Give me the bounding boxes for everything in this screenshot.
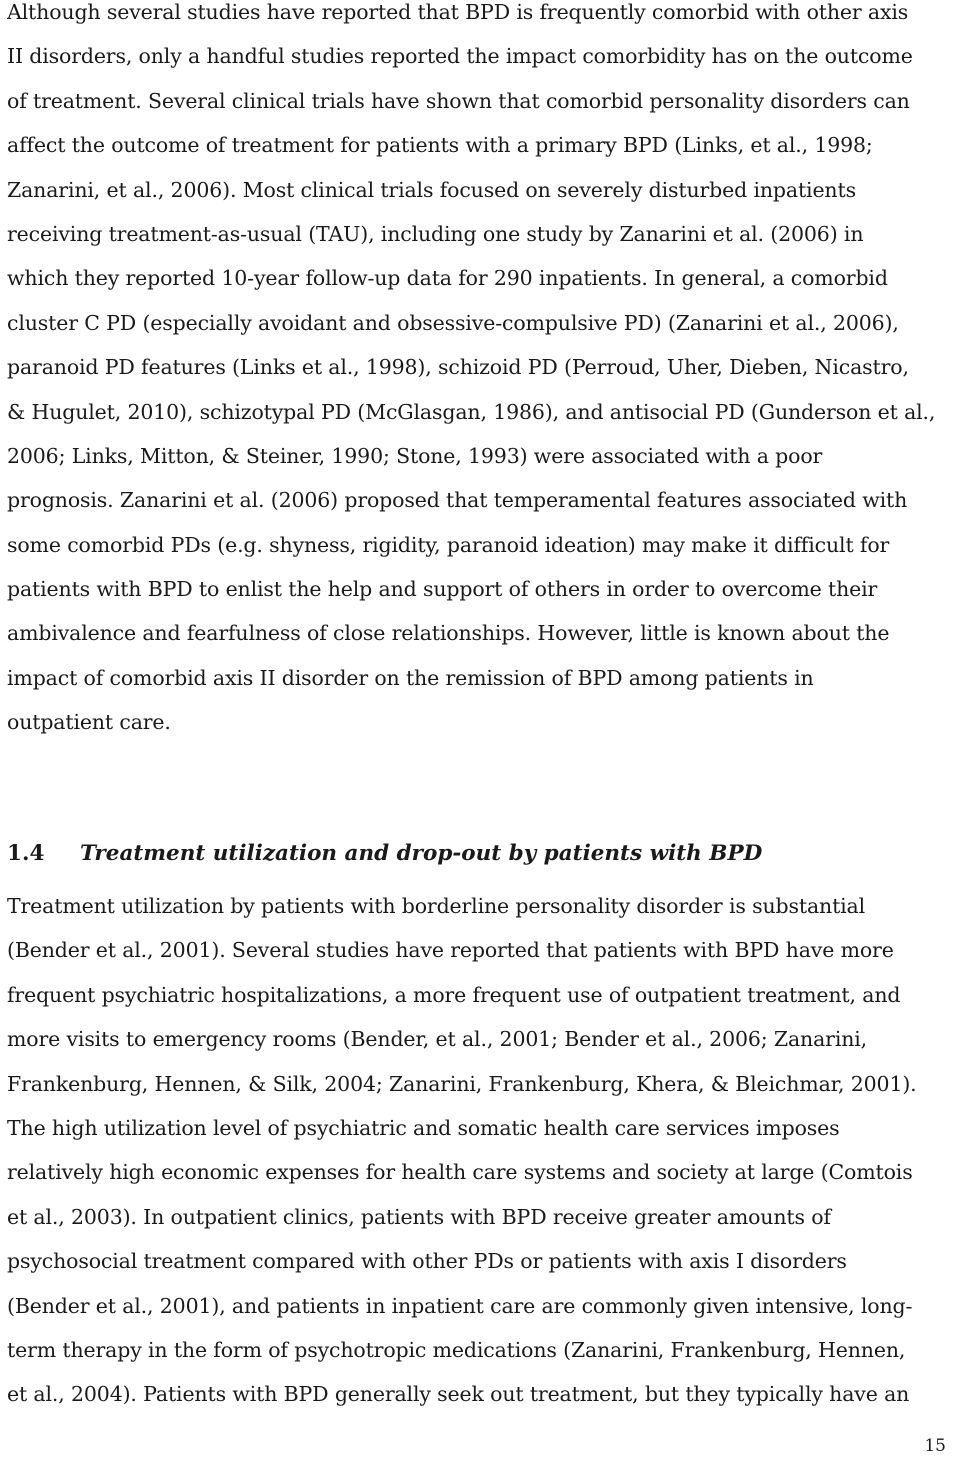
text-line: some comorbid PDs (e.g. shyness, rigidity, paranoid ideation) may make it difficult for bbox=[7, 532, 890, 557]
text-line: & Hugulet, 2010), schizotypal PD (McGlasgan, 1986), and antisocial PD (Gunderson et al., bbox=[7, 399, 936, 424]
text-line: 2006; Links, Mitton, & Steiner, 1990; Stone, 1993) were associated with a poor bbox=[7, 443, 823, 468]
text-line: (Bender et al., 2001), and patients in inpatient care are commonly given intensive, long- bbox=[7, 1293, 913, 1318]
text-line: Frankenburg, Hennen, & Silk, 2004; Zanarini, Frankenburg, Khera, & Bleichmar, 2001). bbox=[7, 1071, 917, 1096]
text-line: II disorders, only a handful studies reported the impact comorbidity has on the outcome bbox=[7, 44, 913, 69]
section-heading bbox=[7, 841, 951, 873]
text-line: frequent psychiatric hospitalizations, a more frequent use of outpatient treatment, and bbox=[7, 982, 901, 1007]
text-line: receiving treatment-as-usual (TAU), including one study by Zanarini et al. (2006) in bbox=[7, 221, 864, 246]
text-line: et al., 2004). Patients with BPD generally seek out treatment, but they typically have an bbox=[7, 1382, 910, 1407]
text-line: cluster C PD (especially avoidant and obsessive-compulsive PD) (Zanarini et al., 2006), bbox=[7, 310, 899, 335]
section-number: 1.4 bbox=[7, 841, 45, 866]
text-line: ambivalence and fearfulness of close relationships. However, little is known about the bbox=[7, 621, 890, 646]
text-line: which they reported 10-year follow-up data for 290 inpatients. In general, a comorbid bbox=[7, 266, 888, 291]
page-number: 15 bbox=[924, 1436, 946, 1456]
body-paragraph-1 bbox=[7, 0, 951, 753]
text-line: Treatment utilization by patients with borderline personality disorder is substantial bbox=[7, 894, 866, 918]
text-line: of treatment. Several clinical trials have shown that comorbid personality disorders can bbox=[7, 88, 910, 113]
text-line: term therapy in the form of psychotropic medications (Zanarini, Frankenburg, Hennen, bbox=[7, 1337, 906, 1362]
text-line: relatively high economic expenses for health care systems and society at large (Comtois bbox=[7, 1160, 913, 1185]
text-line: psychosocial treatment compared with other PDs or patients with axis I disorders bbox=[7, 1249, 847, 1274]
text-line: impact of comorbid axis II disorder on the remission of BPD among patients in bbox=[7, 665, 814, 690]
text-line: outpatient care. bbox=[7, 710, 171, 735]
text-line: more visits to emergency rooms (Bender, et al., 2001; Bender et al., 2006; Zanarini, bbox=[7, 1027, 868, 1052]
text-line: Although several studies have reported that BPD is frequently comorbid with other axis bbox=[7, 0, 909, 24]
body-paragraph-2 bbox=[7, 892, 951, 1425]
text-line: prognosis. Zanarini et al. (2006) proposed that temperamental features associated with bbox=[7, 488, 908, 513]
section-title: Treatment utilization and drop-out by patients with BPD bbox=[80, 841, 763, 866]
text-line: patients with BPD to enlist the help and support of others in order to overcome their bbox=[7, 577, 878, 602]
text-line: The high utilization level of psychiatric and somatic health care services imposes bbox=[7, 1115, 840, 1140]
text-line: (Bender et al., 2001). Several studies have reported that patients with BPD have more bbox=[7, 938, 894, 963]
text-line: affect the outcome of treatment for patients with a primary BPD (Links, et al., 1998; bbox=[7, 133, 873, 158]
text-line: paranoid PD features (Links et al., 1998), schizoid PD (Perroud, Uher, Dieben, Nicastro, bbox=[7, 355, 909, 380]
text-line: et al., 2003). In outpatient clinics, patients with BPD receive greater amounts of bbox=[7, 1204, 831, 1229]
text-line: Zanarini, et al., 2006). Most clinical trials focused on severely disturbed inpatients bbox=[7, 177, 856, 202]
